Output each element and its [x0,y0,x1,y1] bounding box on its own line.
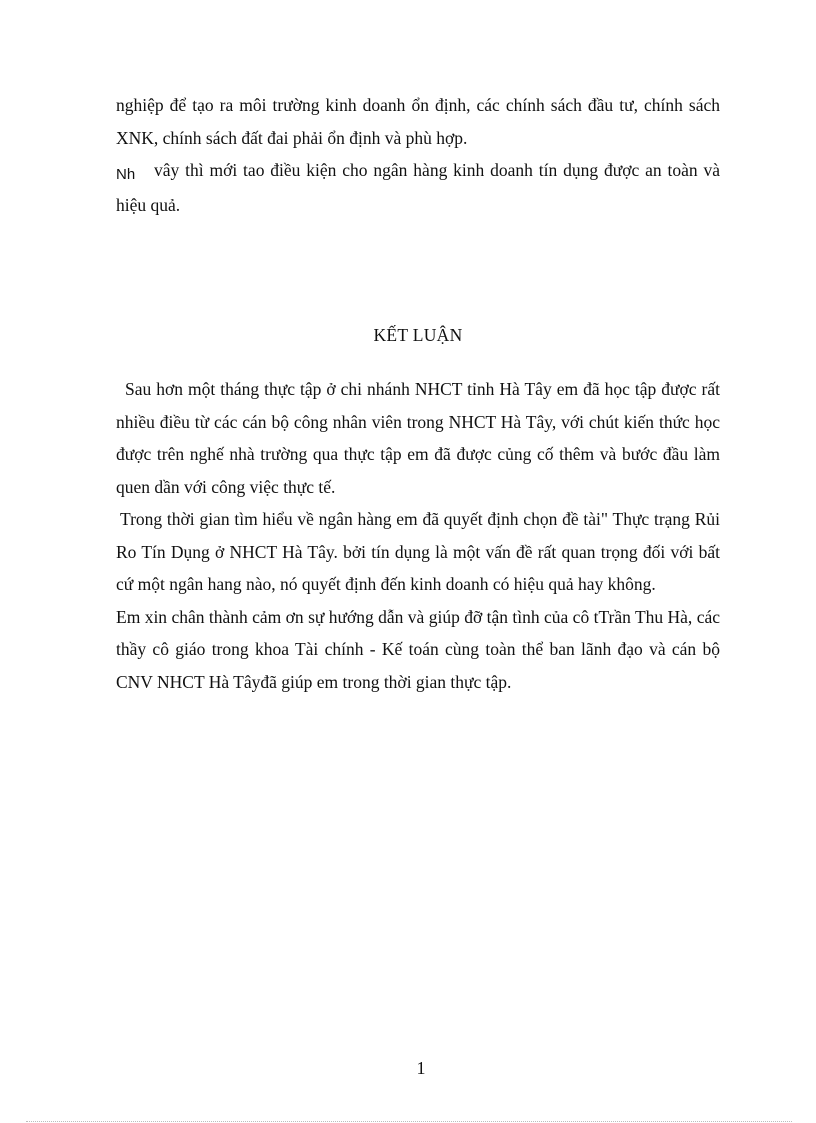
section-heading: KẾT LUẬN [373,325,463,345]
paragraph-conditions-text: vây thì mới tao điều kiện cho ngân hàng kinh doanh tín dụng được an toàn và hiệu quả. [116,160,720,215]
page-bottom-divider [26,1121,792,1122]
paragraph-prefix: Nh [116,166,136,183]
paragraph-conditions [116,154,720,221]
paragraph-internship: Sau hơn một tháng thực tập ở chi nhánh NHCT tỉnh Hà Tây em đã học tập được rất nhiều điều từ các cán bộ công nhân viên trong NHCT Hà Tây, với chút kiến thức học được trên nghế nhà trường qua thực tập em đã được củng cố thêm và bước đầu làm quen dần với công việc thực tế. [116,379,720,497]
conclusion-text-block [116,373,720,698]
paragraph-policy: nghiệp để tạo ra môi trường kinh doanh ổn định, các chính sách đầu tư, chính sách XNK, chính sách đất đai phải ổn định và phù hợp. [116,95,720,148]
paragraph-topic: Trong thời gian tìm hiểu về ngân hàng em đã quyết định chọn đề tài" Thực trạng Rủi Ro Tín Dụng ở NHCT Hà Tây. bởi tín dụng là một vấn đề rất quan trọng đối với bất cứ một ngân hang nào, nó quyết định đến kinh doanh có hiệu quả hay không. [116,509,720,594]
intro-text-block [116,89,720,221]
page-number: 1 [416,1058,426,1078]
paragraph-thanks: Em xin chân thành cảm ơn sự hướng dẫn và giúp đỡ tận tình của cô tTrần Thu Hà, các thầy cô giáo trong khoa Tài chính - Kế toán cùng toàn thể ban lãnh đạo và cán bộ CNV NHCT Hà Tâyđã giúp em trong thời gian thực tập. [116,606,720,692]
